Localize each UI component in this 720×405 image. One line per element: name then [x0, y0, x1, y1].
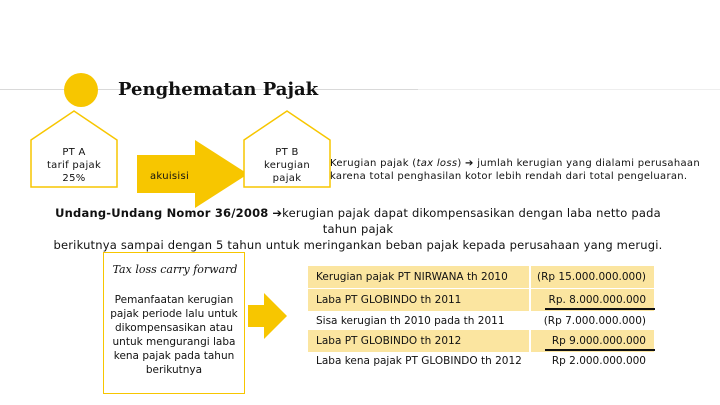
- pt-a-name: PT A: [62, 147, 86, 158]
- row-value: Rp 2.000.000.000: [551, 355, 646, 367]
- row-label: Kerugian pajak PT NIRWANA th 2010: [316, 271, 508, 283]
- carry-forward-title: Tax loss carry forward: [112, 263, 238, 276]
- akuisisi-label: akuisisi: [150, 171, 190, 182]
- pt-a-badge: [31, 146, 117, 185]
- pt-a-rate-value: 25%: [62, 173, 86, 184]
- law-line-2: berikutnya sampai dengan 5 tahun untuk meringankan beban pajak kepada perusahaan yang merugi.: [53, 238, 663, 252]
- carry-forward-arrow-shape: [248, 293, 287, 339]
- pt-b-loss-label-2: pajak: [272, 173, 302, 184]
- law-reference: Undang-Undang Nomor 36/2008: [55, 206, 269, 220]
- pt-a-rate-label: tarif pajak: [46, 160, 102, 171]
- pt-b-badge: [244, 146, 330, 185]
- row-label: Laba PT GLOBINDO th 2012: [316, 335, 462, 347]
- definition-line-1: Kerugian pajak (tax loss) ➔ jumlah kerugian yang dialami perusahaan: [330, 158, 700, 169]
- carry-forward-box: [103, 252, 245, 394]
- row-label: Sisa kerugian th 2010 pada th 2011: [316, 315, 505, 327]
- definition-line-2: karena total penghasilan kotor lebih rendah dari total pengeluaran.: [330, 171, 688, 182]
- table-row: [308, 310, 654, 332]
- law-line-1: Undang-Undang Nomor 36/2008 ➔kerugian pajak dapat dikompensasikan dengan laba netto pada tahun pajak: [55, 206, 661, 236]
- law-statement: [38, 205, 678, 253]
- table-column-divider: [529, 266, 531, 372]
- pt-b-name: PT B: [275, 147, 299, 158]
- carry-forward-body: Pemanfaatan kerugian pajak periode lalu untuk dikompensasikan atau untuk mengurangi laba kena pajak pada tahun berikutnya: [110, 294, 238, 376]
- tax-loss-definition: [330, 157, 710, 183]
- row-label: Laba PT GLOBINDO th 2011: [316, 294, 462, 306]
- table-row: [308, 266, 654, 288]
- row-value: (Rp 7.000.000.000): [543, 315, 646, 327]
- row-value: Rp 9.000.000.000: [551, 335, 646, 347]
- row-value: (Rp 15.000.000.000): [537, 271, 646, 283]
- table-row: [308, 350, 654, 372]
- page-title: Penghematan Pajak: [118, 79, 319, 100]
- row-value: Rp. 8.000.000.000: [548, 294, 646, 306]
- pt-b-loss-label: kerugian: [263, 160, 311, 171]
- row-label: Laba kena pajak PT GLOBINDO th 2012: [316, 355, 522, 367]
- law-arrow-icon: ➔: [272, 206, 283, 220]
